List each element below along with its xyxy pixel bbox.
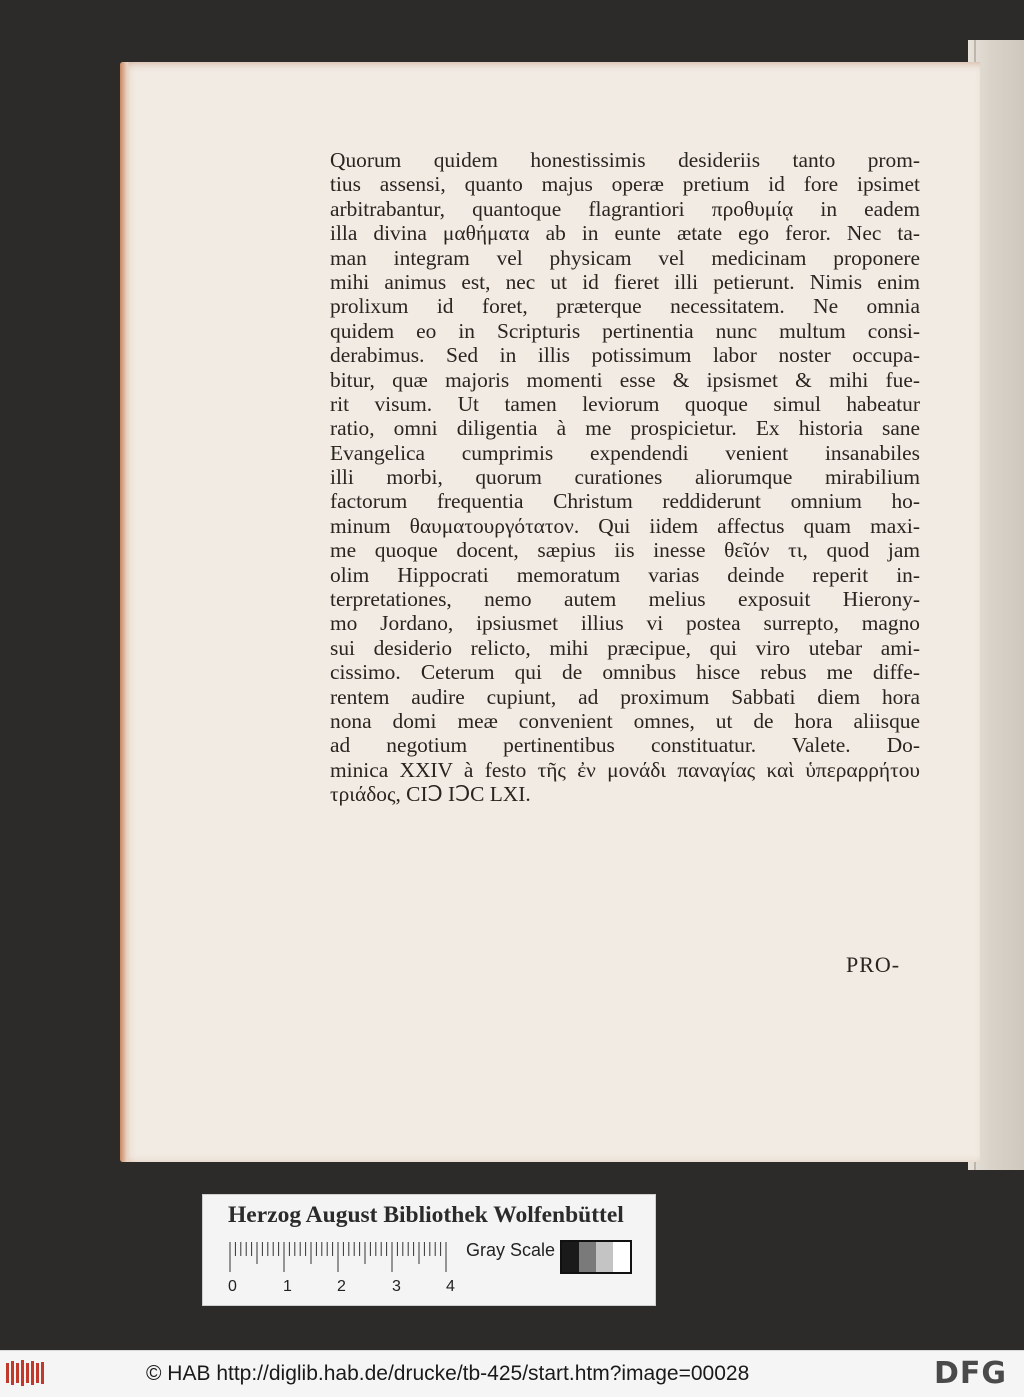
grayscale-swatch <box>613 1242 630 1272</box>
text-line: illa divina μαθήματα ab in eunte ætate ego feror. Nec ta- <box>330 221 920 246</box>
text-line: rit visum. Ut tamen leviorum quoque simul habeatur <box>330 391 920 416</box>
text-line: prolixum id foret, præterque necessitatem. Ne omnia <box>330 294 920 319</box>
text-line: sui desiderio relicto, mihi præcipue, qui viro utebar ami- <box>330 635 920 660</box>
page-text <box>330 148 920 807</box>
text-line: ratio, omni diligentia à me prospicietur. Ex historia sane <box>330 416 920 441</box>
catchword: PRO- <box>846 952 901 977</box>
dfg-logo: DFG <box>934 1356 1008 1391</box>
measurement-ruler <box>228 1240 460 1274</box>
text-line: minica XXIV à festo τῆς ἐν μονάδι παναγίας καὶ ὑπεραρρήτου <box>330 757 920 782</box>
ruler-label-3: 3 <box>392 1278 401 1295</box>
text-line: Evangelica cumprimis expendendi venient insanabiles <box>330 440 920 465</box>
text-line: factorum frequentia Christum reddiderunt omnium ho- <box>330 489 920 514</box>
library-name: Herzog August Bibliothek Wolfenbüttel <box>228 1202 624 1228</box>
text-line: man integram vel physicam vel medicinam proponere <box>330 245 920 270</box>
text-line: cissimo. Ceterum qui de omnibus hisce rebus me diffe- <box>330 660 920 685</box>
text-line: minum θαυματουργότατον. Qui iidem affectus quam maxi- <box>330 513 920 538</box>
ruler-label-0: 0 <box>228 1278 237 1295</box>
text-line: terpretationes, nemo autem melius exposuit Hierony- <box>330 587 920 612</box>
text-line: rentem audire cupiunt, ad proximum Sabbati diem hora <box>330 684 920 709</box>
text-line: tius assensi, quanto majus operæ pretium id fore ipsimet <box>330 172 920 197</box>
hab-logo-icon <box>4 1357 48 1389</box>
text-line: derabimus. Sed in illis potissimum labor noster occupa- <box>330 343 920 368</box>
text-line: me quoque docent, sæpius iis inesse θεῖόν τι, quod jam <box>330 538 920 563</box>
text-line: ad negotium pertinentibus constituatur. Valete. Do- <box>330 733 920 758</box>
text-line: arbitrabantur, quantoque flagrantiori προθυμίᾳ in eadem <box>330 196 920 221</box>
text-line: quidem eo in Scripturis pertinentia nunc multum consi- <box>330 318 920 343</box>
ruler-label-4: 4 <box>446 1278 455 1295</box>
grayscale-swatch <box>579 1242 596 1272</box>
grayscale-swatch <box>562 1242 579 1272</box>
text-line: τριάδος, CIↃ IↃC LXI. <box>330 782 531 807</box>
text-line: mihi animus est, nec ut id fieret illi petierunt. Nimis enim <box>330 269 920 294</box>
text-line: nona domi meæ convenient omnes, ut de hora aliisque <box>330 708 920 733</box>
grayscale-swatch <box>596 1242 613 1272</box>
text-line: mo Jordano, ipsiusmet illius vi postea surrepto, magno <box>330 611 920 636</box>
text-line: Quorum quidem honestissimis desideriis tanto prom- <box>330 148 920 172</box>
text-line: olim Hippocrati memoratum varias deinde reperit in- <box>330 562 920 587</box>
ruler-label-1: 1 <box>283 1278 292 1295</box>
text-line: bitur, quæ majoris momenti esse & ipsismet & mihi fue- <box>330 367 920 392</box>
grayscale-bar <box>560 1240 632 1274</box>
grayscale-label: Gray Scale <box>466 1240 556 1260</box>
ruler-label-2: 2 <box>337 1278 346 1295</box>
text-line: illi morbi, quorum curationes aliorumque mirabilium <box>330 465 920 490</box>
copyright-url[interactable]: © HAB http://diglib.hab.de/drucke/tb-425/start.htm?image=00028 <box>146 1362 750 1385</box>
